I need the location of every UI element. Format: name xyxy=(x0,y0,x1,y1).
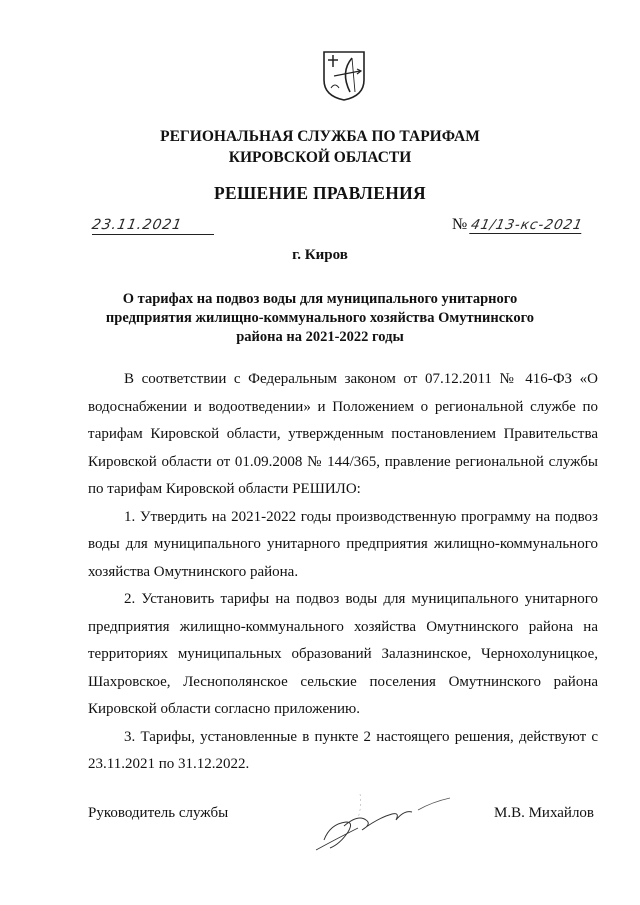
subject-line: О тарифах на подвоз воды для муниципального унитарного xyxy=(122,291,518,307)
organization-name-line1: РЕГИОНАЛЬНАЯ СЛУЖБА ПО ТАРИФАМ xyxy=(160,128,480,145)
document-subject xyxy=(0,290,640,347)
handwritten-signature-icon xyxy=(300,788,470,858)
decision-item-3: 3. Тарифы, установленные в пункте 2 настоящего решения, действуют с 23.11.2021 по 31.12.2022. xyxy=(88,728,598,772)
decision-item-2: 2. Установить тарифы на подвоз воды для муниципального унитарного предприятия жилищно-коммунального хозяйства Омутнинского района на территориях муниципальных образований Залазнинское, Чернохолуницкое, Шахровское, Леснополянское сельские поселения Омутнинского района Кировской области согласно приложению. xyxy=(88,591,598,717)
signatory-position: Руководитель службы xyxy=(88,805,229,821)
decision-item-1: 1. Утвердить на 2021-2022 годы производственную программу на подвоз воды для муниципального унитарного предприятия жилищно-коммунального хозяйства Омутнинского района. xyxy=(88,508,598,580)
subject-line: района на 2021-2022 годы xyxy=(236,329,404,345)
preamble-paragraph: В соответствии с Федеральным законом от 07.12.2011 № 416-ФЗ «О водоснабжении и водоотведении» и Положением о региональной службе по тарифам Кировской области, утвержденным постановлением Правительства Кировской области от 01.09.2008 № 144/365, правление региональной службы по тарифам Кировской области РЕШИЛО: xyxy=(88,371,598,497)
document-date-value: 23.11.2021 xyxy=(90,217,184,233)
document-type-title: РЕШЕНИЕ ПРАВЛЕНИЯ xyxy=(214,183,426,203)
number-sign: № xyxy=(452,216,468,233)
kirov-oblast-coat-of-arms-icon xyxy=(322,50,366,102)
city: г. Киров xyxy=(292,247,348,263)
document-number-value: 41/13-кс-2021 xyxy=(469,217,585,233)
document-date xyxy=(92,216,214,235)
subject-line: предприятия жилищно-коммунального хозяйства Омутнинского xyxy=(105,310,535,326)
signatory-name: М.В. Михайлов xyxy=(494,805,595,821)
organization-name-line2: КИРОВСКОЙ ОБЛАСТИ xyxy=(228,149,412,166)
document-number xyxy=(452,216,602,234)
document-body xyxy=(88,366,598,779)
